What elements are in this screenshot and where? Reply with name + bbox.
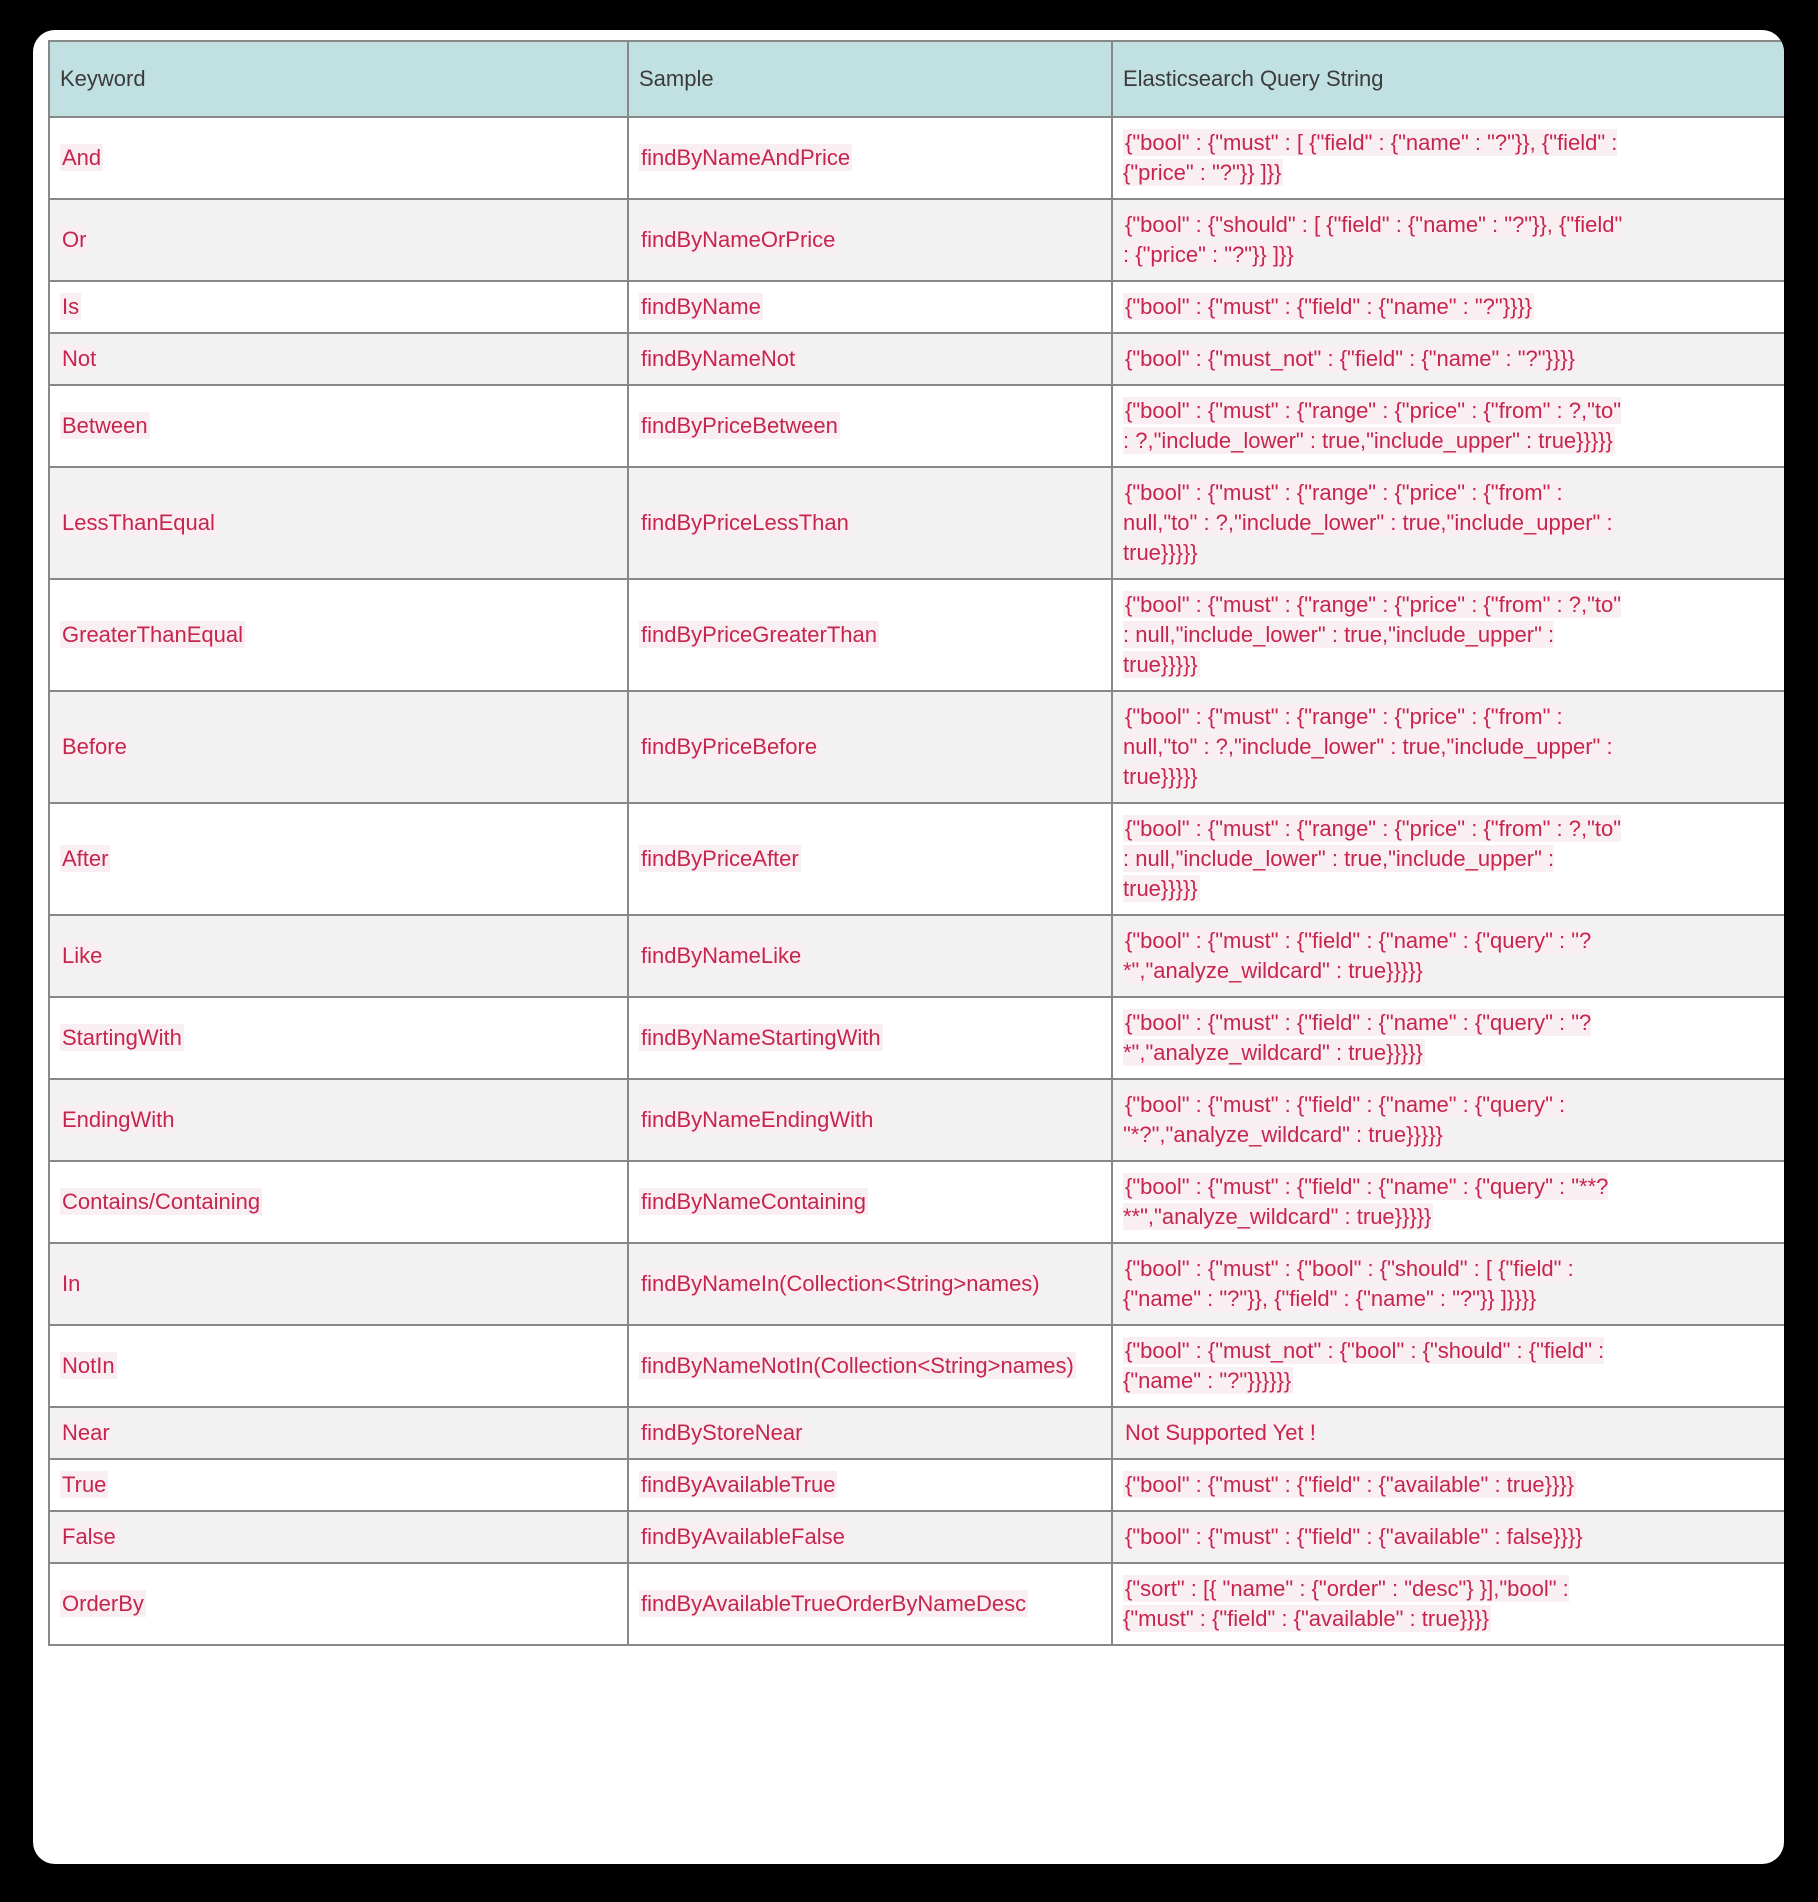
sample-code: findByNameNotIn(Collection<String>names) [641,1353,1074,1378]
table-row [49,1407,1784,1459]
table-row [49,333,1784,385]
keyword-code: Before [62,734,127,759]
keyword-code: And [62,145,102,170]
query-code: {"bool" : {"must" : {"field" : {"name" : {"query" : "*?","analyze_wildcard" : true}}}}} [1123,1092,1566,1147]
table-row [49,1243,1784,1325]
sample-cell [628,117,1112,199]
query-cell [1112,579,1784,691]
keyword-code: GreaterThanEqual [62,622,243,647]
table-row [49,579,1784,691]
sample-code: findByNameLike [641,943,802,968]
keyword-cell [49,1511,628,1563]
table-row [49,803,1784,915]
sample-code: findByNameStartingWith [641,1025,881,1050]
table-row [49,281,1784,333]
keyword-code: After [62,846,109,871]
keyword-cell [49,691,628,803]
query-cell [1112,1511,1784,1563]
keyword-cell [49,199,628,281]
query-wrap [1123,1172,1623,1232]
keyword-cell [49,1243,628,1325]
sample-code: findByNameIn(Collection<String>names) [641,1271,1040,1296]
sample-cell [628,1079,1112,1161]
table-row [49,1511,1784,1563]
query-code: {"sort" : [{ "name" : {"order" : "desc"} }],"bool" : {"must" : {"field" : {"available" : true}}}} [1123,1576,1569,1631]
keyword-cell [49,1325,628,1407]
table-row [49,691,1784,803]
sample-cell [628,1243,1112,1325]
query-code: {"bool" : {"must" : {"range" : {"price" : {"from" : ?,"to" : null,"include_lower" : true,"include_upper" : true}}}}} [1123,816,1622,901]
table-row [49,467,1784,579]
keyword-cell [49,803,628,915]
sample-cell [628,467,1112,579]
query-cell [1112,1161,1784,1243]
keyword-code: StartingWith [62,1025,182,1050]
keyword-cell [49,1079,628,1161]
query-code: {"bool" : {"must" : {"field" : {"name" : {"query" : "?*","analyze_wildcard" : true}}}}} [1123,1010,1592,1065]
query-cell [1112,1325,1784,1407]
sample-cell [628,333,1112,385]
query-wrap [1123,1254,1623,1314]
sample-cell [628,579,1112,691]
query-cell [1112,803,1784,915]
table-row [49,199,1784,281]
keyword-code: Near [62,1420,110,1445]
query-wrap [1123,1522,1623,1552]
query-code: {"bool" : {"must_not" : {"field" : {"name" : "?"}}}} [1125,346,1575,371]
query-wrap [1123,128,1623,188]
query-code: {"bool" : {"must_not" : {"bool" : {"should" : {"field" : {"name" : "?"}}}}}} [1123,1338,1605,1393]
sample-code: findByPriceAfter [641,846,799,871]
query-code: {"bool" : {"must" : {"field" : {"name" : {"query" : "**?**","analyze_wildcard" : true}}}}} [1123,1174,1609,1229]
sample-cell [628,199,1112,281]
query-wrap [1123,590,1623,680]
keyword-cell [49,1407,628,1459]
table-row [49,1563,1784,1645]
query-wrap [1123,1574,1623,1634]
keyword-code: EndingWith [62,1107,175,1132]
col-header-keyword: Keyword [49,41,628,117]
sample-cell [628,1511,1112,1563]
table-row [49,1079,1784,1161]
sample-code: findByAvailableTrueOrderByNameDesc [641,1591,1027,1616]
query-code: {"bool" : {"must" : {"range" : {"price" : {"from" : null,"to" : ?,"include_lower" : true,"include_upper" : true}}}}} [1123,480,1613,565]
keyword-code: LessThanEqual [62,510,215,535]
keyword-cell [49,385,628,467]
keyword-code: Is [62,294,80,319]
keyword-cell [49,579,628,691]
query-wrap [1123,478,1623,568]
query-wrap [1123,1336,1623,1396]
query-wrap [1123,926,1623,986]
sample-code: findByPriceBetween [641,413,838,438]
sample-code: findByNameAndPrice [641,145,851,170]
header-row [49,41,1784,117]
query-wrap [1123,702,1623,792]
keyword-code: False [62,1524,116,1549]
sample-cell [628,691,1112,803]
sample-code: findByPriceBefore [641,734,818,759]
content-card [33,30,1784,1864]
table-row [49,915,1784,997]
keyword-code: Not [62,346,97,371]
keyword-code: NotIn [62,1353,115,1378]
sample-code: findByNameNot [641,346,796,371]
query-code: {"bool" : {"must" : {"bool" : {"should" : [ {"field" : {"name" : "?"}}, {"field" : {"name" : "?"}} ]}}}} [1123,1256,1574,1311]
sample-code: findByAvailableFalse [641,1524,845,1549]
table-row [49,1161,1784,1243]
query-cell [1112,915,1784,997]
query-wrap [1123,1418,1623,1448]
query-cell [1112,117,1784,199]
sample-code: findByPriceLessThan [641,510,849,535]
keyword-cell [49,117,628,199]
sample-code: findByNameOrPrice [641,227,836,252]
keyword-cell [49,1459,628,1511]
query-cell [1112,691,1784,803]
sample-code: findByAvailableTrue [641,1472,836,1497]
sample-code: findByStoreNear [641,1420,803,1445]
sample-cell [628,1563,1112,1645]
keyword-cell [49,915,628,997]
query-code: {"bool" : {"must" : {"field" : {"available" : true}}}} [1125,1472,1574,1497]
sample-cell [628,1407,1112,1459]
table-row [49,1325,1784,1407]
query-code: {"bool" : {"must" : [ {"field" : {"name" : "?"}}, {"field" : {"price" : "?"}} ]}} [1123,130,1618,185]
query-wrap [1123,344,1623,374]
keyword-code: Like [62,943,103,968]
keyword-code: Or [62,227,87,252]
keyword-cell [49,333,628,385]
keyword-cell [49,997,628,1079]
query-code: {"bool" : {"must" : {"field" : {"name" : {"query" : "?*","analyze_wildcard" : true}}}}} [1123,928,1592,983]
query-code: {"bool" : {"must" : {"range" : {"price" : {"from" : ?,"to" : null,"include_lower" : true,"include_upper" : true}}}}} [1123,592,1622,677]
sample-cell [628,997,1112,1079]
query-cell [1112,997,1784,1079]
sample-code: findByPriceGreaterThan [641,622,877,647]
sample-cell [628,803,1112,915]
query-wrap [1123,814,1623,904]
sample-cell [628,281,1112,333]
sample-code: findByNameContaining [641,1189,867,1214]
keyword-cell [49,281,628,333]
table-row [49,117,1784,199]
query-wrap [1123,210,1623,270]
query-code: {"bool" : {"must" : {"range" : {"price" : {"from" : ?,"to" : ?,"include_lower" : true,"include_upper" : true}}}}} [1123,398,1622,453]
query-wrap [1123,1470,1623,1500]
keyword-cell [49,1563,628,1645]
sample-cell [628,1325,1112,1407]
table-body [49,117,1784,1645]
sample-code: findByNameEndingWith [641,1107,874,1132]
sample-cell [628,385,1112,467]
query-code: {"bool" : {"must" : {"field" : {"available" : false}}}} [1125,1524,1583,1549]
query-wrap [1123,292,1623,322]
keyword-code: Contains/Containing [62,1189,261,1214]
query-cell [1112,385,1784,467]
sample-cell [628,1161,1112,1243]
table-row [49,385,1784,467]
table-row [49,1459,1784,1511]
query-cell [1112,1407,1784,1459]
query-cell [1112,1079,1784,1161]
keywords-table [48,40,1784,1646]
table-row [49,997,1784,1079]
sample-cell [628,1459,1112,1511]
keyword-code: OrderBy [62,1591,144,1616]
query-code: {"bool" : {"should" : [ {"field" : {"name" : "?"}}, {"field" : {"price" : "?"}} ]}} [1123,212,1623,267]
query-wrap [1123,1090,1623,1150]
query-code: Not Supported Yet ! [1125,1420,1316,1445]
query-cell [1112,467,1784,579]
query-cell [1112,1459,1784,1511]
keyword-cell [49,467,628,579]
sample-cell [628,915,1112,997]
col-header-query-string: Elasticsearch Query String [1112,41,1784,117]
keyword-code: Between [62,413,148,438]
table-header [49,41,1784,117]
query-cell [1112,1563,1784,1645]
keyword-cell [49,1161,628,1243]
query-wrap [1123,1008,1623,1068]
query-cell [1112,1243,1784,1325]
query-cell [1112,333,1784,385]
keyword-code: In [62,1271,81,1296]
query-code: {"bool" : {"must" : {"range" : {"price" : {"from" : null,"to" : ?,"include_lower" : true,"include_upper" : true}}}}} [1123,704,1613,789]
query-cell [1112,281,1784,333]
sample-code: findByName [641,294,761,319]
query-code: {"bool" : {"must" : {"field" : {"name" : "?"}}}} [1125,294,1533,319]
col-header-sample: Sample [628,41,1112,117]
keyword-code: True [62,1472,107,1497]
query-cell [1112,199,1784,281]
query-wrap [1123,396,1623,456]
